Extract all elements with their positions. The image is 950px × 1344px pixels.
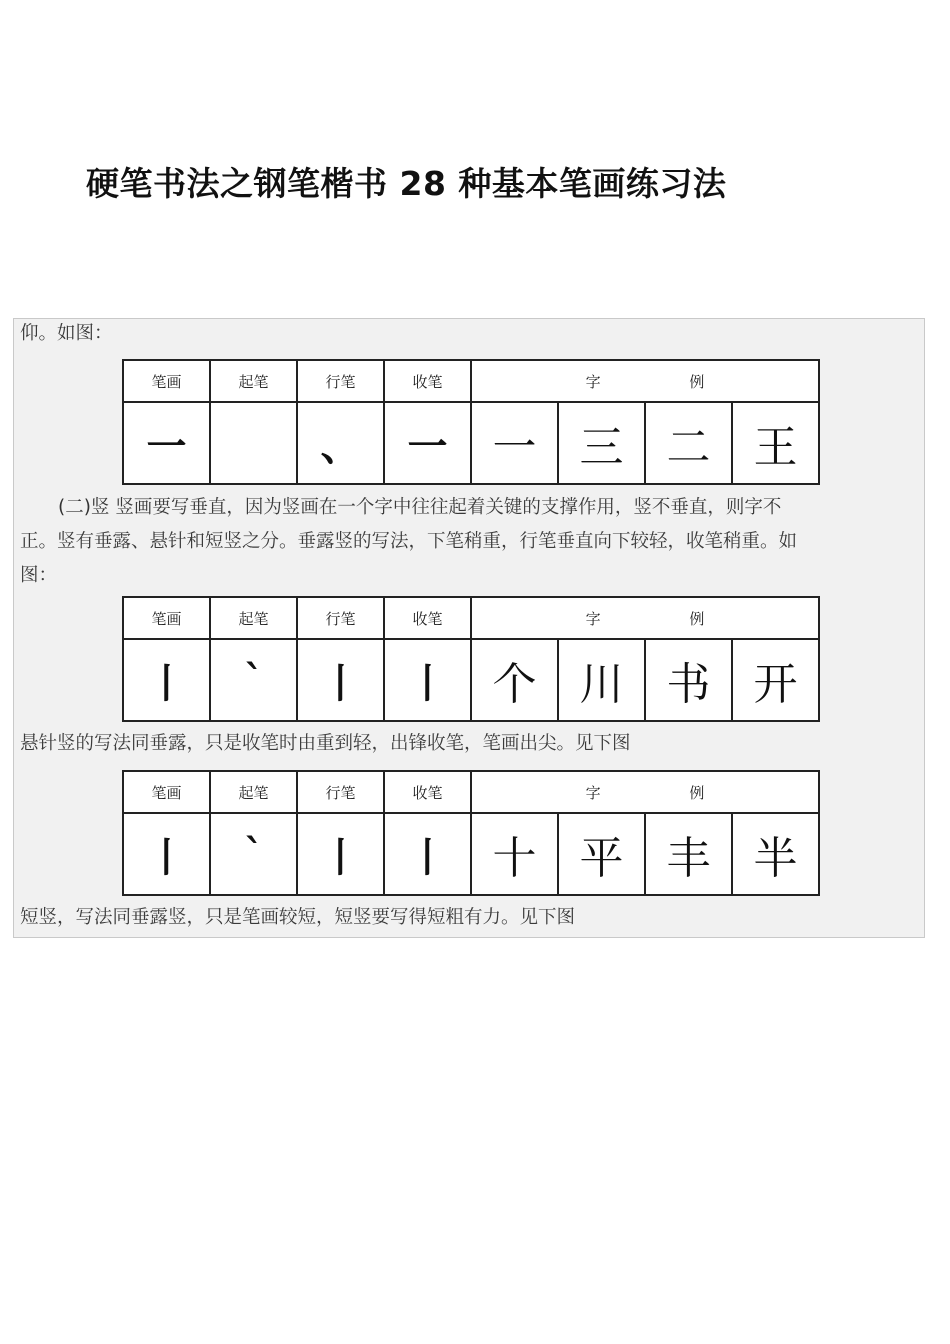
header-move: 行笔 <box>297 771 384 813</box>
move-cell: 、 <box>297 402 384 484</box>
paragraph-line: 竖画要写垂直，因为竖画在一个字中往往起着关键的支撑作用，竖不垂直，则字不 <box>115 497 782 518</box>
example-char: 开 <box>732 639 819 721</box>
paragraph-line: 图： <box>20 565 58 586</box>
header-stroke: 笔画 <box>123 597 210 639</box>
end-cell: 丨 <box>384 639 471 721</box>
paragraph-line: 正。竖有垂露、悬针和短竖之分。垂露竖的写法，下笔稍重，行笔垂直向下较轻，收笔稍重。如 <box>20 531 798 552</box>
header-start: 起笔 <box>210 771 297 813</box>
header-stroke: 笔画 <box>123 771 210 813</box>
header-examples <box>471 771 819 813</box>
start-cell: ˋ <box>210 639 297 721</box>
header-examples <box>471 360 819 402</box>
example-char: 平 <box>558 813 645 895</box>
header-end: 收笔 <box>384 597 471 639</box>
paragraph-duanshu: 短竖，写法同垂露竖，只是笔画较短，短竖要写得短粗有力。见下图 <box>20 907 576 928</box>
move-cell: 丨 <box>297 639 384 721</box>
header-examples <box>471 597 819 639</box>
example-char: 三 <box>558 402 645 484</box>
header-end: 收笔 <box>384 771 471 813</box>
paragraph-xuanzhen: 悬针竖的写法同垂露，只是收笔时由重到轻，出锋收笔，笔画出尖。见下图 <box>20 733 631 754</box>
example-char: 川 <box>558 639 645 721</box>
intro-text: 仰。如图： <box>20 323 113 344</box>
stroke-cell: 一 <box>123 402 210 484</box>
header-start: 起笔 <box>210 360 297 402</box>
content-panel <box>13 318 925 938</box>
header-stroke: 笔画 <box>123 360 210 402</box>
stroke-table-xuanzhen <box>122 770 820 896</box>
stroke-table-chuilu <box>122 596 820 722</box>
stroke-cell: 丨 <box>123 639 210 721</box>
page-title: 硬笔书法之钢笔楷书 28 种基本笔画练习法 <box>86 164 727 203</box>
header-move: 行笔 <box>297 360 384 402</box>
header-example-char: 字 <box>585 372 601 391</box>
example-char: 二 <box>645 402 732 484</box>
paragraph-shu <box>20 491 914 593</box>
example-char: 丰 <box>645 813 732 895</box>
header-end: 收笔 <box>384 360 471 402</box>
header-example-char: 例 <box>689 372 705 391</box>
header-example-char: 字 <box>585 783 601 802</box>
example-char: 半 <box>732 813 819 895</box>
header-example-char: 字 <box>585 609 601 628</box>
header-move: 行笔 <box>297 597 384 639</box>
example-char: 一 <box>471 402 558 484</box>
header-example-char: 例 <box>689 783 705 802</box>
section-heading: (二)竖 <box>58 497 110 518</box>
example-char: 十 <box>471 813 558 895</box>
end-cell: 丨 <box>384 813 471 895</box>
header-example-char: 例 <box>689 609 705 628</box>
example-char: 书 <box>645 639 732 721</box>
stroke-table-heng <box>122 359 820 485</box>
example-char: 王 <box>732 402 819 484</box>
header-start: 起笔 <box>210 597 297 639</box>
stroke-cell: 丨 <box>123 813 210 895</box>
end-cell: 一 <box>384 402 471 484</box>
start-cell: ˋ <box>210 813 297 895</box>
move-cell: 丨 <box>297 813 384 895</box>
start-cell <box>210 402 297 484</box>
example-char: 个 <box>471 639 558 721</box>
